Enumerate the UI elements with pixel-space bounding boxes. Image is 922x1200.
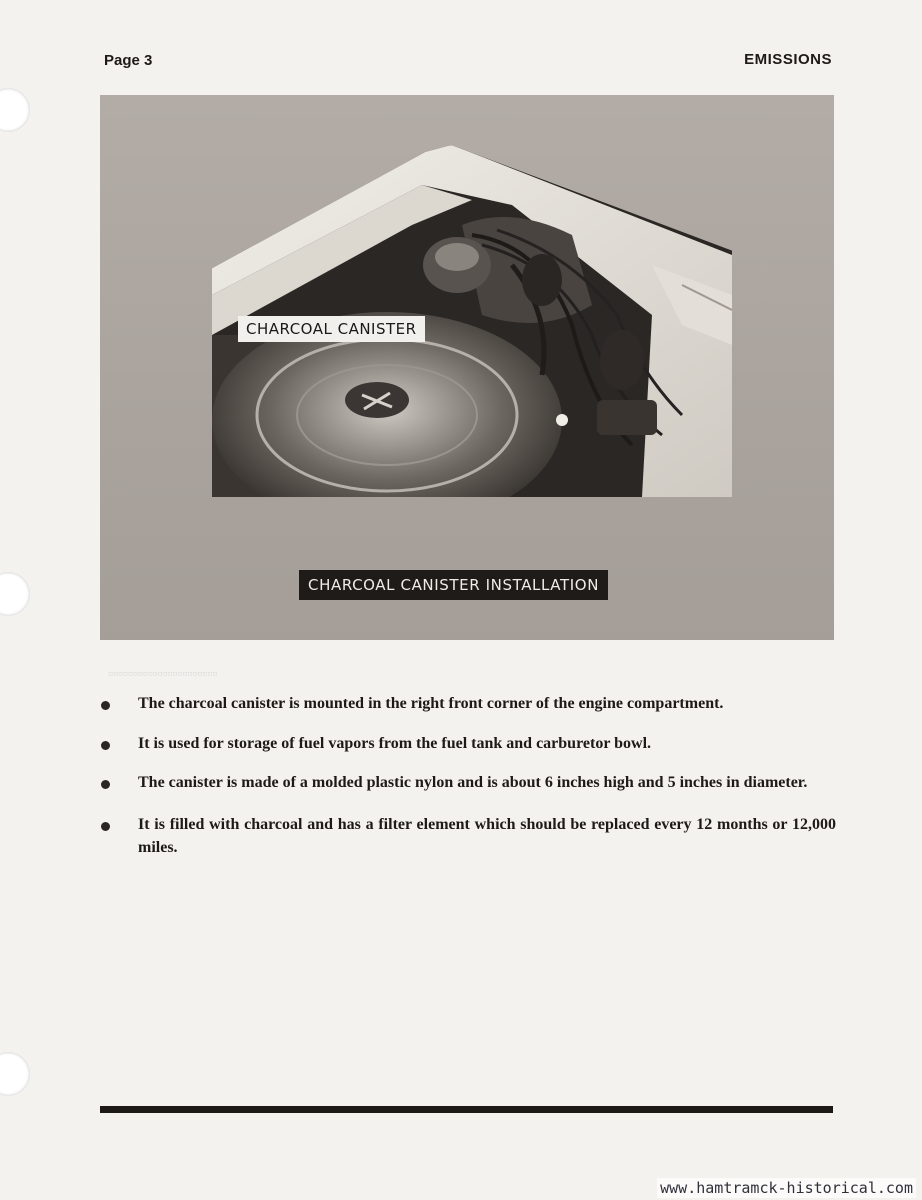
footer-rule [100,1106,833,1113]
bullet-item [100,733,836,755]
bullet-item [100,814,836,859]
bullet-list [100,693,836,859]
bullet-dot-icon [101,741,110,750]
bullet-dot-icon [101,822,110,831]
bullet-item [100,772,836,794]
page-number: Page 3 [104,52,153,69]
photo-panel [100,95,834,640]
binder-hole-top [0,88,30,132]
bullet-dot-icon [101,701,110,710]
figure-caption: CHARCOAL CANISTER INSTALLATION [299,570,608,600]
bullet-text: It is used for storage of fuel vapors from the fuel tank and carburetor bowl. [138,735,652,753]
bullet-text: The canister is made of a molded plastic nylon and is about 6 inches high and 5 inches in diameter. [138,773,808,791]
section-title: EMISSIONS [744,51,832,68]
bullet-item [100,693,836,715]
bullet-text: It is filled with charcoal and has a filter element which should be replaced every 12 months or 12,000 miles. [138,816,836,856]
charcoal-canister-callout: CHARCOAL CANISTER [238,316,425,342]
binder-hole-bottom [0,1052,30,1096]
binder-hole-middle [0,572,30,616]
bullet-text: The charcoal canister is mounted in the right front corner of the engine compartment. [138,695,724,712]
bleed-through-text: ▫▫▫▫▫▫▫▫▫▫▫▫▫▫▫▫▫▫▫▫▫▫ [108,667,218,682]
bullet-dot-icon [101,780,110,789]
watermark: www.hamtramck-historical.com [657,1178,916,1198]
